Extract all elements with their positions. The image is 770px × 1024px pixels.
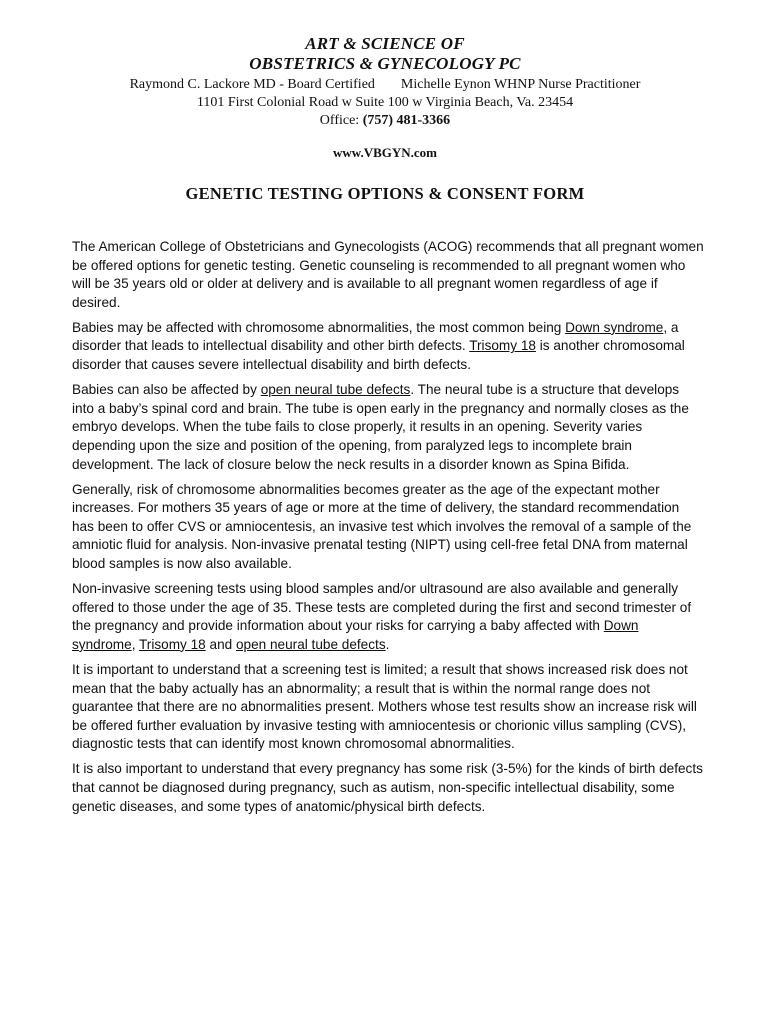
paragraph-screening-limits: It is important to understand that a screening test is limited; a result that shows increased risk does not mean that the baby actually has an abnormality; a result that is within the normal range does not guarantee that there are no abnormalities present. Mothers whose test results show an increase risk will be offered further evaluation by invasive testing with amniocentesis or chorionic villus sampling (CVS), diagnostic tests that can identify most known chromosomal abnormalities. <box>72 661 697 752</box>
office-phone-line <box>0 112 770 130</box>
practice-name <box>0 34 770 74</box>
term-trisomy-18: Trisomy 18 <box>469 338 536 354</box>
office-label: Office: <box>319 113 360 128</box>
document-body <box>72 238 704 823</box>
provider-2: Michelle Eynon WHNP Nurse Practitioner <box>400 77 641 92</box>
term-down-syndrome: Down syndrome <box>565 319 664 335</box>
paragraph-age-risk: Generally, risk of chromosome abnormalities becomes greater as the age of the expectant mother increases. For mothers 35 years of age or more at the time of delivery, the standard recommendation has been to offer CVS or amniocentesis, an invasive test which involves the removal of a sample of the amniotic fluid for analysis. Non-invasive prenatal testing (NIPT) using cell-free fetal DNA from maternal blood samples is now also available. <box>72 481 692 571</box>
paragraph-baseline-risk: It is also important to understand that every pregnancy has some risk (3-5%) for the kinds of birth defects that cannot be diagnosed during pregnancy, such as autism, non-specific intellectual disability, some genetic diseases, and some types of anatomic/physical birth defects. <box>72 761 703 814</box>
text-run: , <box>131 636 139 652</box>
term-open-neural-tube-defects: open neural tube defects <box>235 636 386 652</box>
practice-name-line2: OBSTETRICS & GYNECOLOGY PC <box>249 54 521 73</box>
text-run: Babies may be affected with chromosome abnormalities, the most common being <box>72 319 566 335</box>
form-title: GENETIC TESTING OPTIONS & CONSENT FORM <box>185 184 585 203</box>
paragraph-screening <box>72 580 704 654</box>
text-run: and <box>205 636 236 652</box>
practice-address: 1101 First Colonial Road w Suite 100 w Virginia Beach, Va. 23454 <box>196 95 574 110</box>
provider-1: Raymond C. Lackore MD - Board Certified <box>129 77 375 92</box>
term-trisomy-18: Trisomy 18 <box>139 636 206 652</box>
website-url: www.VBGYN.com <box>333 145 437 160</box>
text-run: Babies can also be affected by <box>72 382 261 398</box>
text-run: is another chromosomal disorder that causes severe intellectual disability and birth defects. <box>72 338 685 373</box>
letterhead <box>0 34 770 162</box>
paragraph-neural-tube <box>72 381 704 474</box>
text-run: . <box>385 636 390 652</box>
paragraph-chromosome <box>72 319 704 375</box>
text-run: . The neural tube is a structure that develops into a baby’s spinal cord and brain. The tube is open early in the pregnancy and normally closes as the embryo develops. When the tube fails to close properly, it results in an opening. Severity varies depending upon the size and position of the opening, from paralyzed legs to incomplete brain development. The lack of closure below the neck results in a disorder known as Spina Bifida. <box>72 382 689 472</box>
paragraph-acog: The American College of Obstetricians and Gynecologists (ACOG) recommends that all pregnant women be offered options for genetic testing. Genetic counseling is recommended to all pregnant women who will be 35 years old or older at delivery and is available to all pregnant women regardless of age if desired. <box>72 239 704 310</box>
term-open-neural-tube-defects: open neural tube defects <box>260 382 411 398</box>
provider-line <box>0 76 770 94</box>
office-phone: (757) 481-3366 <box>362 113 451 128</box>
text-run: Non-invasive screening tests using blood samples and/or ultrasound are also available and generally offered to those under the age of 35. These tests are completed during the first and second trimester of the pregnancy and provide information about your risks for carrying a baby affected with <box>72 581 692 634</box>
practice-name-line1: ART & SCIENCE OF <box>305 34 465 53</box>
text-run: , a disorder that leads to intellectual disability and other birth defects. <box>72 319 679 354</box>
term-down-syndrome: Down syndrome <box>72 618 639 652</box>
